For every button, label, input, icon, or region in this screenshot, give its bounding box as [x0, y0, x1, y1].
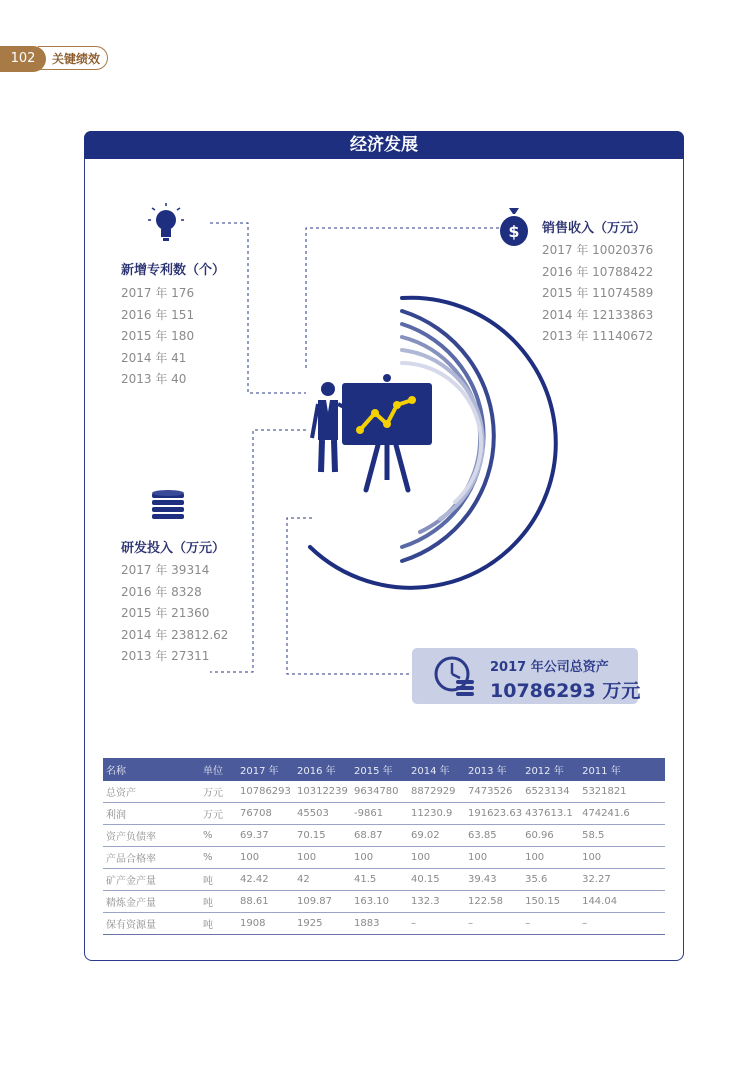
table-row: [103, 913, 665, 935]
lightbulb-icon: [148, 203, 184, 241]
table-cell: 60.96: [522, 825, 579, 847]
table-cell: 100: [522, 847, 579, 869]
table-cell: 资产负债率: [103, 825, 200, 847]
table-cell: 9634780: [351, 781, 408, 803]
table-cell: 437613.1: [522, 803, 579, 825]
table-cell: –: [408, 913, 465, 935]
table-cell: 8872929: [408, 781, 465, 803]
table-cell: 191623.63: [465, 803, 522, 825]
col-header: 名称: [103, 758, 200, 781]
patents-line: 2015 年 180: [121, 329, 195, 343]
clock-coins-icon: [432, 654, 480, 700]
rnd-line: 2016 年 8328: [121, 584, 202, 599]
table-cell: 10312239: [294, 781, 351, 803]
rnd-title: 研发投入（万元）: [121, 541, 226, 556]
table-cell: 万元: [200, 781, 237, 803]
rnd-list: [121, 561, 228, 669]
table-header-row: [103, 758, 665, 781]
table-row: [103, 869, 665, 891]
patents-line: 2016 年 151: [121, 307, 195, 322]
table-cell: %: [200, 825, 237, 847]
table-cell: 63.85: [465, 825, 522, 847]
rnd-line: 2014 年 23812.62: [121, 627, 229, 642]
table-cell: 76708: [237, 803, 294, 825]
table-cell: 41.5: [351, 869, 408, 891]
table-cell: 吨: [200, 891, 237, 913]
table-cell: 100: [465, 847, 522, 869]
table-cell: 474241.6: [579, 803, 665, 825]
table-cell: 70.15: [294, 825, 351, 847]
patents-line: 2017 年 176: [121, 286, 195, 300]
table-cell: -9861: [351, 803, 408, 825]
sales-line: 2015 年 11074589: [542, 286, 654, 300]
table-cell: 35.6: [522, 869, 579, 891]
rnd-line: 2017 年 39314: [121, 563, 210, 577]
col-header: 2017 年: [237, 758, 294, 781]
table-cell: 10786293: [237, 781, 294, 803]
patents-line: 2013 年 40: [121, 372, 187, 386]
table-cell: 矿产金产量: [103, 869, 200, 891]
col-header: 2016 年: [294, 758, 351, 781]
table-cell: 100: [351, 847, 408, 869]
table-cell: 利润: [103, 803, 200, 825]
table-cell: 100: [294, 847, 351, 869]
col-header: 2014 年: [408, 758, 465, 781]
table-row: [103, 847, 665, 869]
table-cell: 45503: [294, 803, 351, 825]
table-cell: 100: [408, 847, 465, 869]
rnd-line: 2015 年 21360: [121, 606, 210, 620]
table-cell: 42: [294, 869, 351, 891]
table-row: [103, 825, 665, 847]
table-cell: –: [465, 913, 522, 935]
total-assets-value: 10786293 万元: [490, 680, 641, 702]
sales-title: 销售收入（万元）: [542, 221, 647, 236]
table-cell: –: [579, 913, 665, 935]
patents-line: 2014 年 41: [121, 350, 187, 365]
table-cell: 88.61: [237, 891, 294, 913]
table-cell: 1925: [294, 913, 351, 935]
table-cell: 吨: [200, 869, 237, 891]
page-number: 102: [0, 46, 46, 72]
table-cell: 100: [579, 847, 665, 869]
sales-line: 2013 年 11140672: [542, 329, 654, 343]
table-cell: 保有资源量: [103, 913, 200, 935]
total-assets-label: 2017 年公司总资产: [490, 660, 609, 675]
performance-table: [103, 758, 665, 935]
col-header: 2012 年: [522, 758, 579, 781]
table-cell: 1883: [351, 913, 408, 935]
table-cell: 39.43: [465, 869, 522, 891]
table-cell: 69.02: [408, 825, 465, 847]
table-cell: 7473526: [465, 781, 522, 803]
table-cell: 1908: [237, 913, 294, 935]
table-cell: 132.3: [408, 891, 465, 913]
table-cell: 5321821: [579, 781, 665, 803]
patents-list: [121, 284, 194, 392]
col-header: 2011 年: [579, 758, 665, 781]
table-cell: 42.42: [237, 869, 294, 891]
table-row: [103, 891, 665, 913]
table-cell: 精炼金产量: [103, 891, 200, 913]
rnd-line: 2013 年 27311: [121, 649, 210, 663]
patents-title: 新增专利数（个）: [121, 263, 226, 278]
table-cell: –: [522, 913, 579, 935]
table-cell: 100: [237, 847, 294, 869]
table-row: [103, 803, 665, 825]
table-cell: 109.87: [294, 891, 351, 913]
table-cell: 40.15: [408, 869, 465, 891]
table-cell: 万元: [200, 803, 237, 825]
presenter-chart-icon: [312, 374, 432, 490]
col-header: 单位: [200, 758, 237, 781]
sales-line: 2016 年 10788422: [542, 264, 654, 279]
sales-list: [542, 241, 653, 349]
table-cell: 58.5: [579, 825, 665, 847]
table-cell: 总资产: [103, 781, 200, 803]
table-cell: 69.37: [237, 825, 294, 847]
col-header: 2015 年: [351, 758, 408, 781]
table-cell: 122.58: [465, 891, 522, 913]
table-cell: 150.15: [522, 891, 579, 913]
table-cell: 6523134: [522, 781, 579, 803]
sales-line: 2014 年 12133863: [542, 307, 654, 322]
table-cell: 产品合格率: [103, 847, 200, 869]
table-cell: 吨: [200, 913, 237, 935]
dashed-connectors: [210, 223, 499, 674]
table-cell: 144.04: [579, 891, 665, 913]
sales-line: 2017 年 10020376: [542, 243, 654, 257]
table-cell: 11230.9: [408, 803, 465, 825]
table-cell: 68.87: [351, 825, 408, 847]
svg-text:$: $: [508, 222, 520, 241]
table-cell: %: [200, 847, 237, 869]
table-cell: 163.10: [351, 891, 408, 913]
table-cell: 32.27: [579, 869, 665, 891]
table-row: [103, 781, 665, 803]
coin-stack-icon: [152, 490, 184, 519]
section-title: 关键绩效: [52, 52, 101, 66]
col-header: 2013 年: [465, 758, 522, 781]
card-title: 经济发展: [84, 131, 684, 159]
money-bag-icon: [500, 208, 528, 246]
